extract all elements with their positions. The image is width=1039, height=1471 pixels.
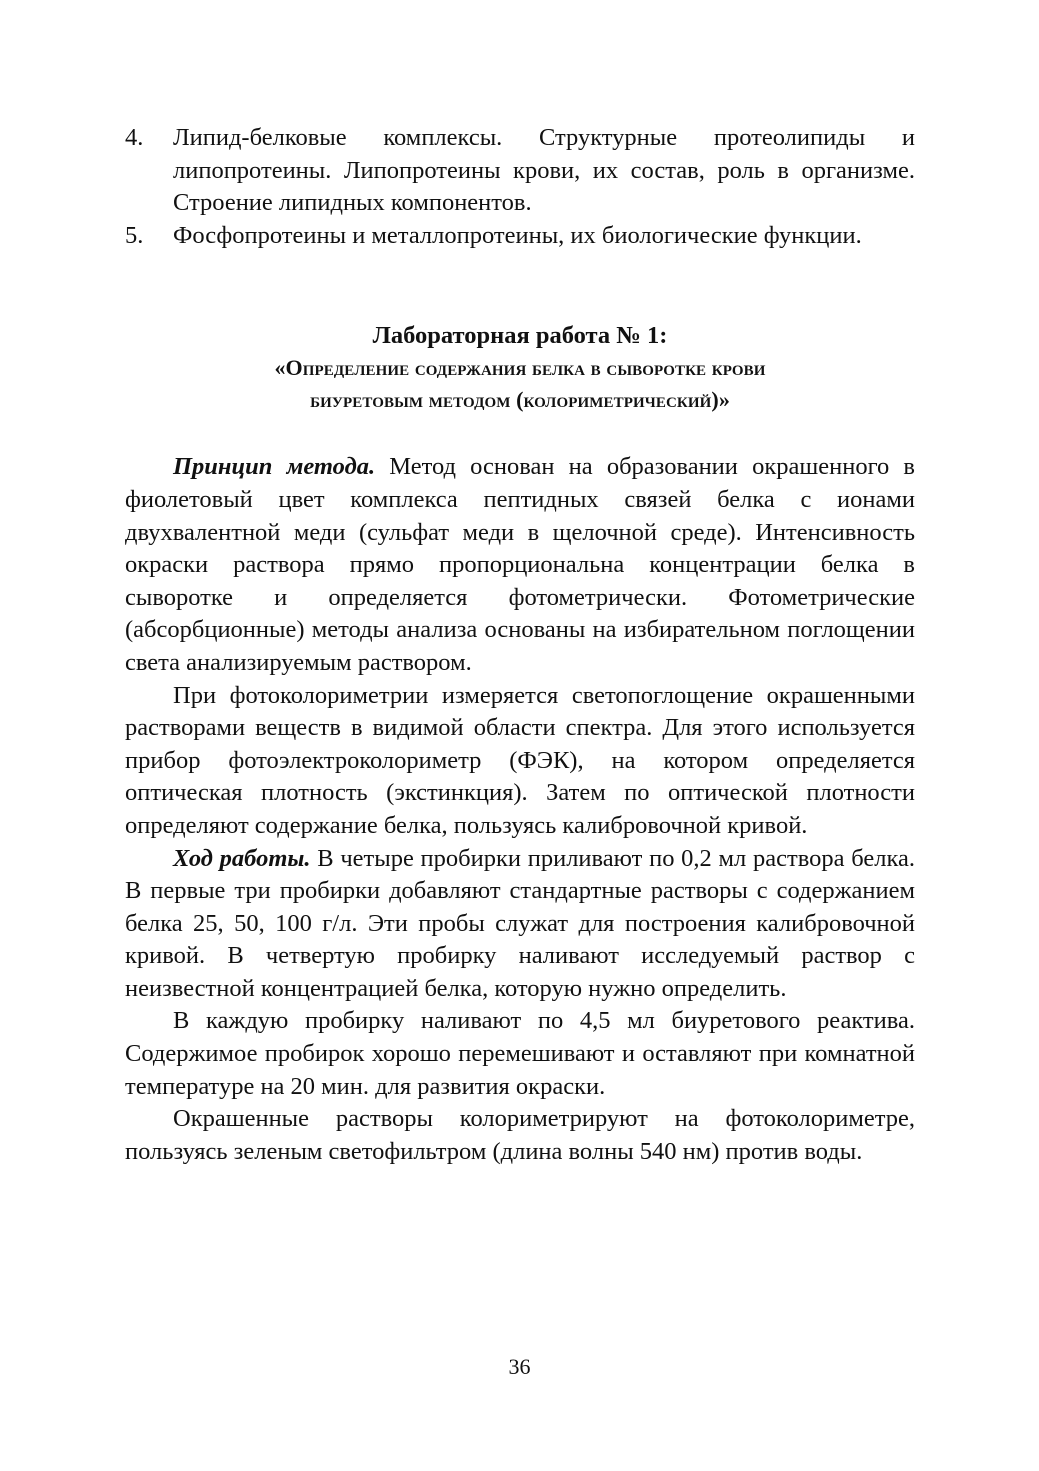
list-item-text: Липид-белковые комплексы. Структурные протеолипиды и липопротеины. Липопротеины крови, их состав, роль в организме. Строение липидных компонентов. — [173, 124, 915, 217]
colorimetry-paragraph: Окрашенные растворы колориметрируют на фотоколориметре, пользуясь зеленым светофильтром (длина волны 540 нм) против воды. — [125, 1105, 915, 1165]
method-section — [125, 451, 915, 1168]
topic-list — [125, 122, 915, 252]
procedure-paragraph — [125, 843, 915, 1006]
procedure-lead: Ход работы. — [173, 844, 311, 872]
principle-lead: Принцип метода. — [173, 453, 376, 481]
lab-work-subtitle-line-1: «Определение содержания белка в сыворотке крови — [274, 355, 766, 381]
principle-paragraph — [125, 451, 915, 679]
procedure-text: В четыре пробирки приливают по 0,2 мл раствора белка. В первые три пробирки добавляют стандартные растворы с содержанием белка 25, 50, 100 г/л. Эти пробы служат для построения калибровочной кривой. В четвертую пробирку наливают исследуемый раствор с неизвестной концентрацией белка, которую нужно определить. — [125, 844, 915, 1002]
reagent-paragraph: В каждую пробирку наливают по 4,5 мл биуретового реактива. Содержимое пробирок хорошо перемешивают и оставляют при комнатной температуре на 20 мин. для развития окраски. — [125, 1007, 915, 1100]
list-item-number: 5. — [125, 221, 144, 249]
lab-work-title: Лабораторная работа № 1: — [372, 322, 668, 350]
list-item-number: 4. — [125, 124, 144, 151]
principle-text: Метод основан на образовании окрашенного в фиолетовый цвет комплекса пептидных связей белка с ионами двухвалентной меди (сульфат меди в щелочной среде). Интенсивность окраски раствора прямо пропорциональна концентрации белка в сыворотке и определяется фотометрически. Фотометрические (абсорбционные) методы анализа основаны на избирательном поглощении света анализируемым раствором. — [125, 453, 915, 676]
list-item — [125, 122, 915, 220]
list-item-text: Фосфопротеины и металлопротеины, их биологические функции. — [173, 221, 862, 249]
lab-work-subtitle-line-2: биуретовым методом (колориметрический)» — [310, 387, 730, 413]
photocolorimetry-paragraph: При фотоколориметрии измеряется светопоглощение окрашенными растворами веществ в видимой области спектра. Для этого используется прибор фотоэлектроколориметр (ФЭК), на котором определяется оптическая плотность (экстинкция). Затем по оптической плотности определяют содержание белка, пользуясь калибровочной кривой. — [125, 681, 915, 839]
lab-work-heading — [125, 320, 915, 416]
page-number: 36 — [508, 1354, 531, 1379]
page-content — [125, 122, 915, 1168]
list-item — [125, 220, 915, 253]
